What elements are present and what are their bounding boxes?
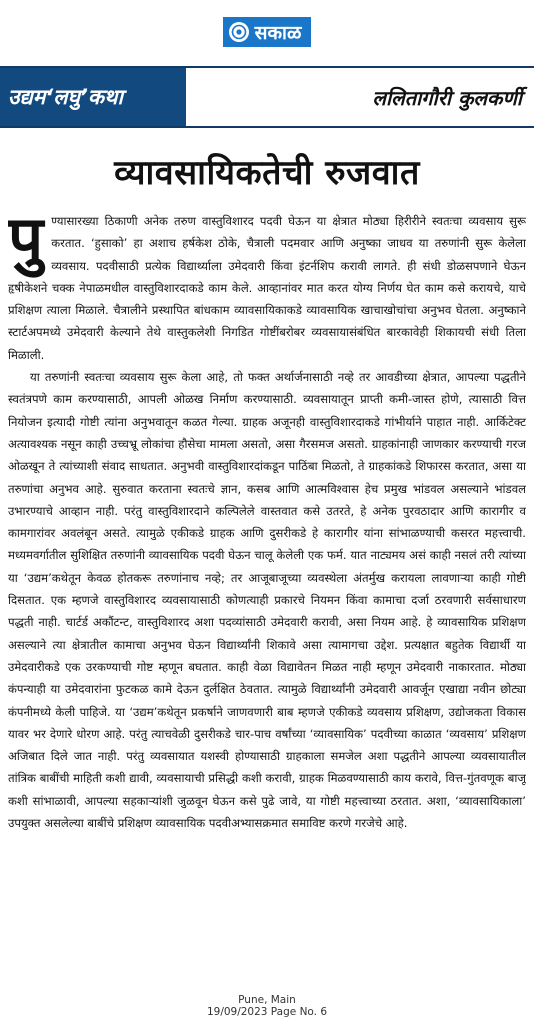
author-name: ललितागौरी कुलकर्णी [186, 68, 534, 126]
article-paragraph: या तरुणांनी स्वतःचा व्यवसाय सुरू केला आहे, तो फक्त अर्थार्जनासाठी नव्हे तर आवडीच्या क्षेत्रात, आपल्या पद्धतीने स्वतंत्रपणे काम करण्यासाठी, आपली ओळख निर्माण करण्यासाठी. व्यवसायातून प्राप्ती कमी-जास्त होणे, त्यासाठी वित्त नियोजन इत्यादी गोष्टी त्यांना अनुभवातून कळत गेल्या. ग्राहक अजूनही वास्तुविशारदाकडे गांभीर्याने पाहात नाही. आर्किटेक्ट अत्यावश्यक नसून काही उच्चभ्रू लोकांचा हौसेचा मामला असतो, असा गैरसमज असतो. ग्राहकांनाही जाणकार करण्याची गरज ओळखून ते त्यांच्याशी संवाद साधतात. अनुभवी वास्तुविशारदांकडून पाठिंबा मिळतो, ते ग्राहकांकडे शिफारस करतात, असा या तरुणांचा अनुभव आहे. सुरुवात करताना स्वतःचे ज्ञान, कसब आणि आत्मविश्वास हेच प्रमुख भांडवल असल्याने भांडवल उभारण्याचे आव्हान नाही. परंतु वास्तुविशारदाने कल्पिलेले वास्तवात कसे उतरते, हे अनेक पुरवठादार आणि कारागीर व कामगारांवर अवलंबून असते. त्यामुळे एकीकडे ग्राहक आणि दुसरीकडे हे कारागीर यांना सांभाळण्याची कसरत महत्त्वाची. मध्यमवर्गातील सुशिक्षित तरुणांनी व्यावसायिक पदवी घेऊन चालू केलेली एक फर्म. यात नाट्यमय असं काही नसलं तरी त्यांच्या या ‘उद्यम’कथेतून केवळ होतकरू तरुणांनाच नव्हे; तर आजूबाजूच्या व्यवस्थेला अंतर्मुख करायला लावणाऱ्या काही गोष्टी दिसतात. एक म्हणजे वास्तुविशारद व्यवसायासाठी कोणत्याही प्रकारचे नियमन किंवा कामाचा दर्जा ठरवणारी सर्वसाधारण पद्धती नाही. चार्टर्ड अकौंटन्ट, वास्तुविशारद अशा पदव्यांसाठी उमेदवारी करावी, असा नियम आहे. हे व्यावसायिक प्रशिक्षण असल्याने त्या क्षेत्रातील कामाचा अनुभव घेऊन विद्यार्थ्यांनी शिकावे असा त्यामागचा उद्देश. प्रत्यक्षात बहुतेक विद्यार्थी या उमेदवारीकडे एक उरकण्याची गोष्ट म्हणून बघतात. काही वेळा विद्यावेतन मिळत नाही म्हणून उमेदवारी नाकारतात. मोठ्या कंपन्याही या उमेदवारांना फुटकळ कामे देऊन दुर्लक्षित ठेवतात. त्यामुळे विद्यार्थ्यांनी उमेदवारी आवर्जून एखाद्या नवीन छोट्या कंपनीमध्ये केली पाहिजे. या ‘उद्यम’कथेतून प्रकर्षाने जाणवणारी बाब म्हणजे एकीकडे व्यवसाय प्रशिक्षण, उद्योजकता विकास यावर भर देणारे धोरण आहे. परंतु त्याचवेळी दुसरीकडे चार-पाच वर्षांच्या ‘व्यावसायिक’ पदवीच्या काळात ‘व्यवसाय’ प्रशिक्षण अजिबात दिले जात नाही. परंतु व्यवसायात यशस्वी होण्यासाठी ग्राहकाला समजेल अशा पद्धतीने आपल्या व्यवसायातील तांत्रिक बाबींची माहिती कशी द्यावी, व्यवसायाची प्रसिद्धी कशी करावी, ग्राहक मिळवण्यासाठी काय करावे, वित्त-गुंतवणूक बाजू कशी सांभाळावी, आपल्या सहकाऱ्यांशी जुळवून घेऊन कसे पुढे जावे, या गोष्टी महत्त्वाच्या ठरतात. अशा, ‘व्यावसायिकाला’ उपयुक्त असलेल्या बाबींचे प्रशिक्षण व्यावसायिक पदवीअभ्यासक्रमात समाविष्ट करणे गरजेचे आहे. [8, 370, 526, 831]
edition-label: Pune, Main [238, 994, 296, 1006]
edition-footer [0, 994, 534, 1018]
drop-cap: पु [8, 210, 44, 275]
sun-emblem-icon [229, 22, 249, 42]
article-headline: व्यावसायिकतेची रुजवात [114, 153, 420, 193]
column-name: उद्यम‘लघु’कथा [0, 68, 186, 126]
newspaper-logo [223, 17, 312, 47]
masthead [0, 10, 534, 54]
article-paragraph [8, 210, 526, 366]
column-header-bar [0, 66, 534, 128]
date-page-label: 19/09/2023 Page No. 6 [206, 1006, 328, 1018]
paragraph-text: ण्यासारख्या ठिकाणी अनेक तरुण वास्तुविशारद पदवी घेऊन या क्षेत्रात मोठ्या हिरीरीने स्वतःचा व्यवसाय सुरू करतात. ‘हुसाको’ हा अशाच हर्षकेश ठोके, चैत्राली पदमवार आणि अनुष्का जाधव या तरुणांनी सुरू केलेला व्यवसाय. पदवीसाठी प्रत्येक विद्यार्थ्याला उमेदवारी किंवा इंटर्नशिप करावी लागते. ही संधी डोळसपणाने घेऊन हृषीकेशने चक्क नेपाळमधील वास्तुविशारदाकडे काम केले. आव्हानांवर मात करत योग्य निर्णय घेत काम कसे करायचे, याचे प्रशिक्षण त्याला मिळाले. चैत्रालीने प्रस्थापित बांधकाम व्यावसायिकाकडे व्यावसायिक खाचाखोचांचा अनुभव घेतला. अनुष्काने स्टार्टअपमध्ये उमेदवारी केल्याने तेथे वास्तुकलेशी निगडित गोष्टींबरोबर व्यवसायासंबंधित बारकावेही शिकायची संधी तिला मिळाली. [8, 214, 526, 362]
logo-text: सकाळ [254, 22, 302, 44]
article-body [8, 210, 526, 990]
